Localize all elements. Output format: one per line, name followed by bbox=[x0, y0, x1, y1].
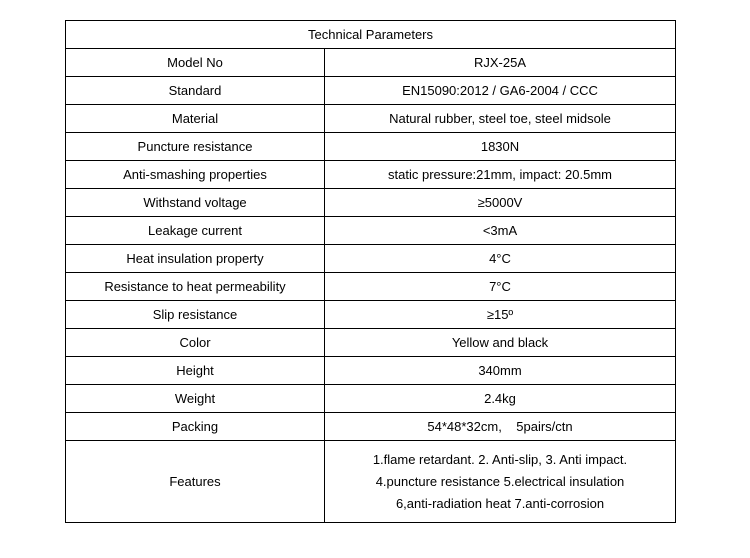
table-row bbox=[66, 49, 676, 77]
param-value: ≥5000V bbox=[325, 189, 676, 217]
table-row bbox=[66, 217, 676, 245]
table-row bbox=[66, 105, 676, 133]
features-label: Features bbox=[66, 441, 325, 523]
param-label: Model No bbox=[66, 49, 325, 77]
param-value: 54*48*32cm, 5pairs/ctn bbox=[325, 413, 676, 441]
param-label: Anti-smashing properties bbox=[66, 161, 325, 189]
table-row bbox=[66, 77, 676, 105]
param-label: Packing bbox=[66, 413, 325, 441]
feature-line: 1.flame retardant. 2. Anti-slip, 3. Anti impact. bbox=[372, 451, 628, 467]
param-label: Leakage current bbox=[66, 217, 325, 245]
param-value: ≥15º bbox=[325, 301, 676, 329]
features-value bbox=[325, 441, 676, 523]
feature-line: 4.puncture resistance 5.electrical insulation bbox=[375, 473, 625, 489]
table-row bbox=[66, 385, 676, 413]
table-title-row bbox=[66, 21, 676, 49]
param-label: Color bbox=[66, 329, 325, 357]
param-label: Heat insulation property bbox=[66, 245, 325, 273]
param-label: Puncture resistance bbox=[66, 133, 325, 161]
table-row bbox=[66, 301, 676, 329]
table-row bbox=[66, 161, 676, 189]
param-value: Yellow and black bbox=[325, 329, 676, 357]
param-value: 1830N bbox=[325, 133, 676, 161]
table-row bbox=[66, 133, 676, 161]
table-row bbox=[66, 245, 676, 273]
param-value: RJX-25A bbox=[325, 49, 676, 77]
param-label: Material bbox=[66, 105, 325, 133]
param-value: 7°C bbox=[325, 273, 676, 301]
param-label: Withstand voltage bbox=[66, 189, 325, 217]
param-label: Slip resistance bbox=[66, 301, 325, 329]
param-value: 4°C bbox=[325, 245, 676, 273]
table-row bbox=[66, 273, 676, 301]
param-value: 2.4kg bbox=[325, 385, 676, 413]
table-row bbox=[66, 413, 676, 441]
param-value: Natural rubber, steel toe, steel midsole bbox=[325, 105, 676, 133]
table-title: Technical Parameters bbox=[66, 21, 676, 49]
param-label: Height bbox=[66, 357, 325, 385]
table-row bbox=[66, 329, 676, 357]
param-value: <3mA bbox=[325, 217, 676, 245]
features-row bbox=[66, 441, 676, 523]
param-label: Standard bbox=[66, 77, 325, 105]
feature-line: 6,anti-radiation heat 7.anti-corrosion bbox=[395, 495, 605, 511]
param-value: 340mm bbox=[325, 357, 676, 385]
table-row bbox=[66, 357, 676, 385]
param-label: Weight bbox=[66, 385, 325, 413]
param-value: static pressure:21mm, impact: 20.5mm bbox=[325, 161, 676, 189]
technical-parameters-table bbox=[65, 20, 676, 523]
table-row bbox=[66, 189, 676, 217]
param-value: EN15090:2012 / GA6-2004 / CCC bbox=[325, 77, 676, 105]
param-label: Resistance to heat permeability bbox=[66, 273, 325, 301]
